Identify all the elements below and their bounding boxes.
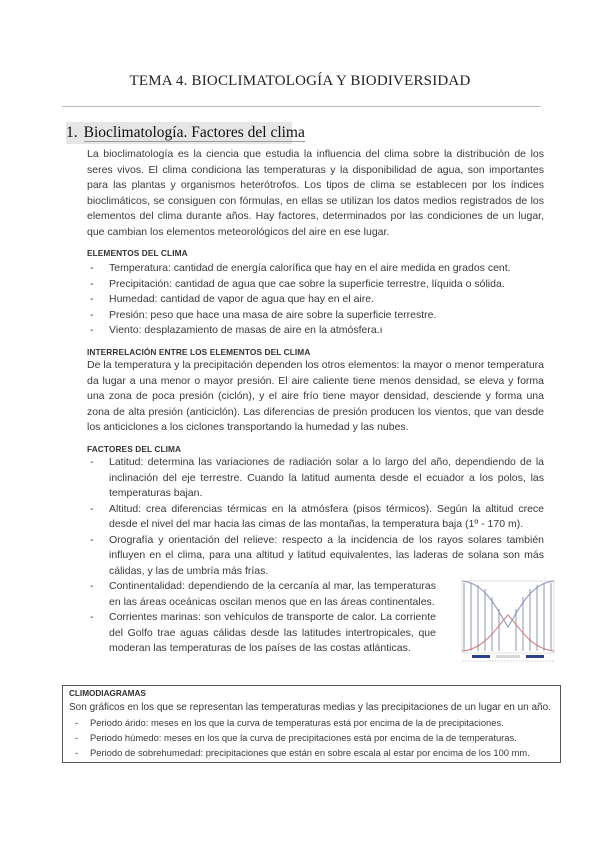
list-item: - Viento: desplazamiento de masas de aire en la atmósfera.ı <box>87 323 544 339</box>
dry-period-bar <box>496 655 520 658</box>
list-item: - Temperatura: cantidad de energía calorífica que hay en el aire medida en grados cent. <box>87 261 544 277</box>
humid-period-bar <box>526 655 544 658</box>
climograph-figure <box>456 575 560 667</box>
list-item: - Altitud: crea diferencias térmicas en la atmósfera (pisos térmicos). Según la altitud crece desde el nivel del mar hacia las cimas de las montañas, la temperatura baja (1º - 170 m). <box>87 502 544 533</box>
list-item: - Humedad: cantidad de vapor de agua que hay en el aire. <box>87 292 544 308</box>
climodiagramas-box <box>62 685 561 763</box>
interrelacion-paragraph: De la temperatura y la precipitación dependen los otros elementos: la mayor o menor temperatura da lugar a una menor o mayor presión. El aire caliente tiene menos densidad, se eleva y forma una zona de poca presión (ciclón), y el aire frío tiene mayor densidad, desciende y forma una zona de alta presión (anticiclón). Las diferencias de presión producen los vientos, que van desde los anticiclones a los ciclones transportando la humedad y las nubes. <box>87 359 544 433</box>
elementos-heading: ELEMENTOS DEL CLIMA <box>87 248 188 258</box>
intro-paragraph: La bioclimatología es la ciencia que estudia la influencia del clima sobre la distribución de los seres vivos. El clima condiciona las temperaturas y la disponibilidad de agua, son importantes para las plantas y organismos heterótrofos. Los tipos de clima se establecen por los índices bioclimáticos, se consiguen con fórmulas, en ellas se utilizan los datos medios registrados de los elementos del clima durante años. Hay factores, determinados por las condiciones de un lugar, que cambian los elementos meteorológicos del aire en ese lugar. <box>87 148 544 238</box>
climodiagramas-list <box>73 715 558 760</box>
title-divider <box>62 106 541 107</box>
interrelacion-heading: INTERRELACIÓN ENTRE LOS ELEMENTOS DEL CLIMA <box>87 347 311 357</box>
climodiagramas-intro: Son gráficos en los que se representan las temperaturas medias y las precipitaciones de un lugar en un año. <box>69 702 551 713</box>
list-item: - Periodo de sobrehumedad: precipitaciones que están en sobre escala al estar por encima de los 100 mm. <box>73 745 558 760</box>
list-item: - Orografía y orientación del relieve: respecto a la incidencia de los rayos solares también influyen en el clima, para una altitud y latitud equivalentes, las laderas de solana son más cálidas, y las de umbría más frías. <box>87 533 544 580</box>
page-title: TEMA 4. BIOCLIMATOLOGÍA Y BIODIVERSIDAD <box>129 73 471 89</box>
humid-period-bar <box>472 655 490 658</box>
list-item: - Precipitación: cantidad de agua que cae sobre la superficie terrestre, líquida o sólida. <box>87 277 544 293</box>
list-item: - Continentalidad: dependiendo de la cercanía al mar, las temperaturas en las áreas oceánicas oscilan menos que en las áreas continentales. <box>87 579 436 610</box>
section-heading <box>66 124 540 142</box>
section-number: 1. <box>66 124 78 141</box>
list-item: - Presión: peso que hace una masa de aire sobre la superficie terrestre. <box>87 308 544 324</box>
elementos-list <box>87 261 544 339</box>
climograph-bars <box>462 581 554 653</box>
list-item: - Periodo húmedo: meses en los que la curva de precipitaciones está por encima de la de temperaturas. <box>73 730 558 745</box>
list-item: - Corrientes marinas: son vehículos de transporte de calor. La corriente del Golfo trae aguas cálidas desde las latitudes intertropicales, que moderan las temperaturas de los países de las costas atlánticas. <box>87 610 436 657</box>
list-item: - Latitud: determina las variaciones de radiación solar a lo largo del año, dependiendo de la inclinación del eje terrestre. Cuando la latitud aumenta desde el ecuador a los polos, las temperaturas bajan. <box>87 455 544 502</box>
section-title: Bioclimatología. Factores del clima <box>83 124 305 141</box>
factores-heading: FACTORES DEL CLIMA <box>87 444 182 454</box>
list-item: - Periodo árido: meses en los que la curva de temperaturas está por encima de la de precipitaciones. <box>73 715 558 730</box>
climodiagramas-heading: CLIMODIAGRAMAS <box>69 689 146 698</box>
